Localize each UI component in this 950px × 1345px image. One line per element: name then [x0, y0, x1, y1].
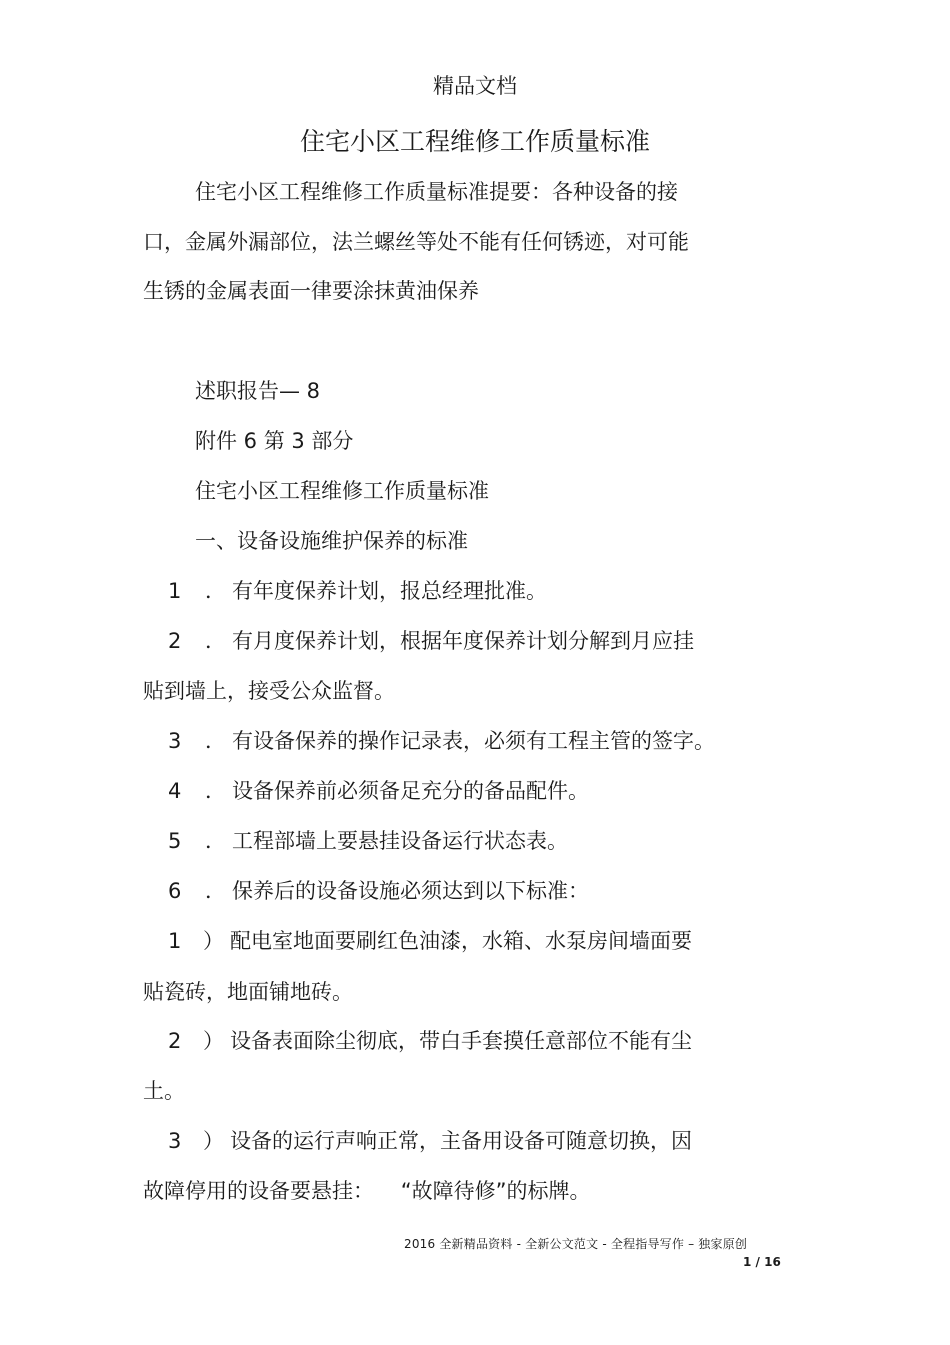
subitem-text: 设备的运行声响正常，主备用设备可随意切换，因 — [230, 1129, 692, 1153]
subitem-separator: ） — [203, 1029, 224, 1053]
subitem-number: 1 — [168, 929, 182, 953]
report-line: 述职报告— 8 — [195, 379, 321, 403]
item-separator: ． — [205, 629, 226, 653]
subitem-number: 2 — [168, 1029, 182, 1053]
subitem-text-continued: 土。 — [143, 1079, 185, 1103]
item-number: 6 — [168, 879, 182, 903]
item-number: 2 — [168, 629, 182, 653]
item-separator: ． — [205, 879, 226, 903]
summary-line: 住宅小区工程维修工作质量标准提要：各种设备的接 — [195, 180, 678, 204]
attachment-line: 附件 6 第 3 部分 — [195, 429, 354, 453]
subitem-text: 配电室地面要刷红色油漆，水箱、水泵房间墙面要 — [230, 929, 692, 953]
item-number: 3 — [168, 729, 182, 753]
summary-line: 口，金属外漏部位，法兰螺丝等处不能有任何锈迹，对可能 — [143, 230, 689, 254]
page-number: 1 / 16 — [743, 1255, 781, 1269]
item-separator: ． — [205, 579, 226, 603]
item-text: 有设备保养的操作记录表，必须有工程主管的签字。 — [232, 729, 715, 753]
item-separator: ． — [205, 729, 226, 753]
item-number: 4 — [168, 779, 182, 803]
document-title: 住宅小区工程维修工作质量标准 — [299, 127, 650, 156]
item-number: 5 — [168, 829, 182, 853]
item-separator: ． — [205, 829, 226, 853]
item-number: 1 — [168, 579, 182, 603]
item-text: 设备保养前必须备足充分的备品配件。 — [232, 779, 589, 803]
subitem-separator: ） — [203, 1129, 224, 1153]
footer-note: 2016 全新精品资料 - 全新公文范文 - 全程指导写作 – 独家原创 — [404, 1237, 748, 1251]
item-text-continued: 贴到墙上，接受公众监督。 — [143, 679, 395, 703]
item-text: 有月度保养计划，根据年度保养计划分解到月应挂 — [232, 629, 694, 653]
subitem-text-continued: 贴瓷砖，地面铺地砖。 — [143, 980, 353, 1004]
section-heading: 一、设备设施维护保养的标准 — [195, 529, 468, 553]
subitem-separator: ） — [203, 929, 224, 953]
item-text: 保养后的设备设施必须达到以下标准： — [232, 879, 589, 903]
summary-line: 生锈的金属表面一律要涂抹黄油保养 — [143, 279, 479, 303]
subitem-number: 3 — [168, 1129, 182, 1153]
subtitle: 住宅小区工程维修工作质量标准 — [195, 479, 489, 503]
item-text: 有年度保养计划，报总经理批准。 — [232, 579, 547, 603]
subitem-text: 设备表面除尘彻底，带白手套摸任意部位不能有尘 — [230, 1029, 692, 1053]
header-label: 精品文档 — [433, 74, 517, 98]
item-text: 工程部墙上要悬挂设备运行状态表。 — [232, 829, 568, 853]
item-separator: ． — [205, 779, 226, 803]
subitem-text-continued: 故障停用的设备要悬挂： “故障待修”的标牌。 — [143, 1179, 591, 1203]
